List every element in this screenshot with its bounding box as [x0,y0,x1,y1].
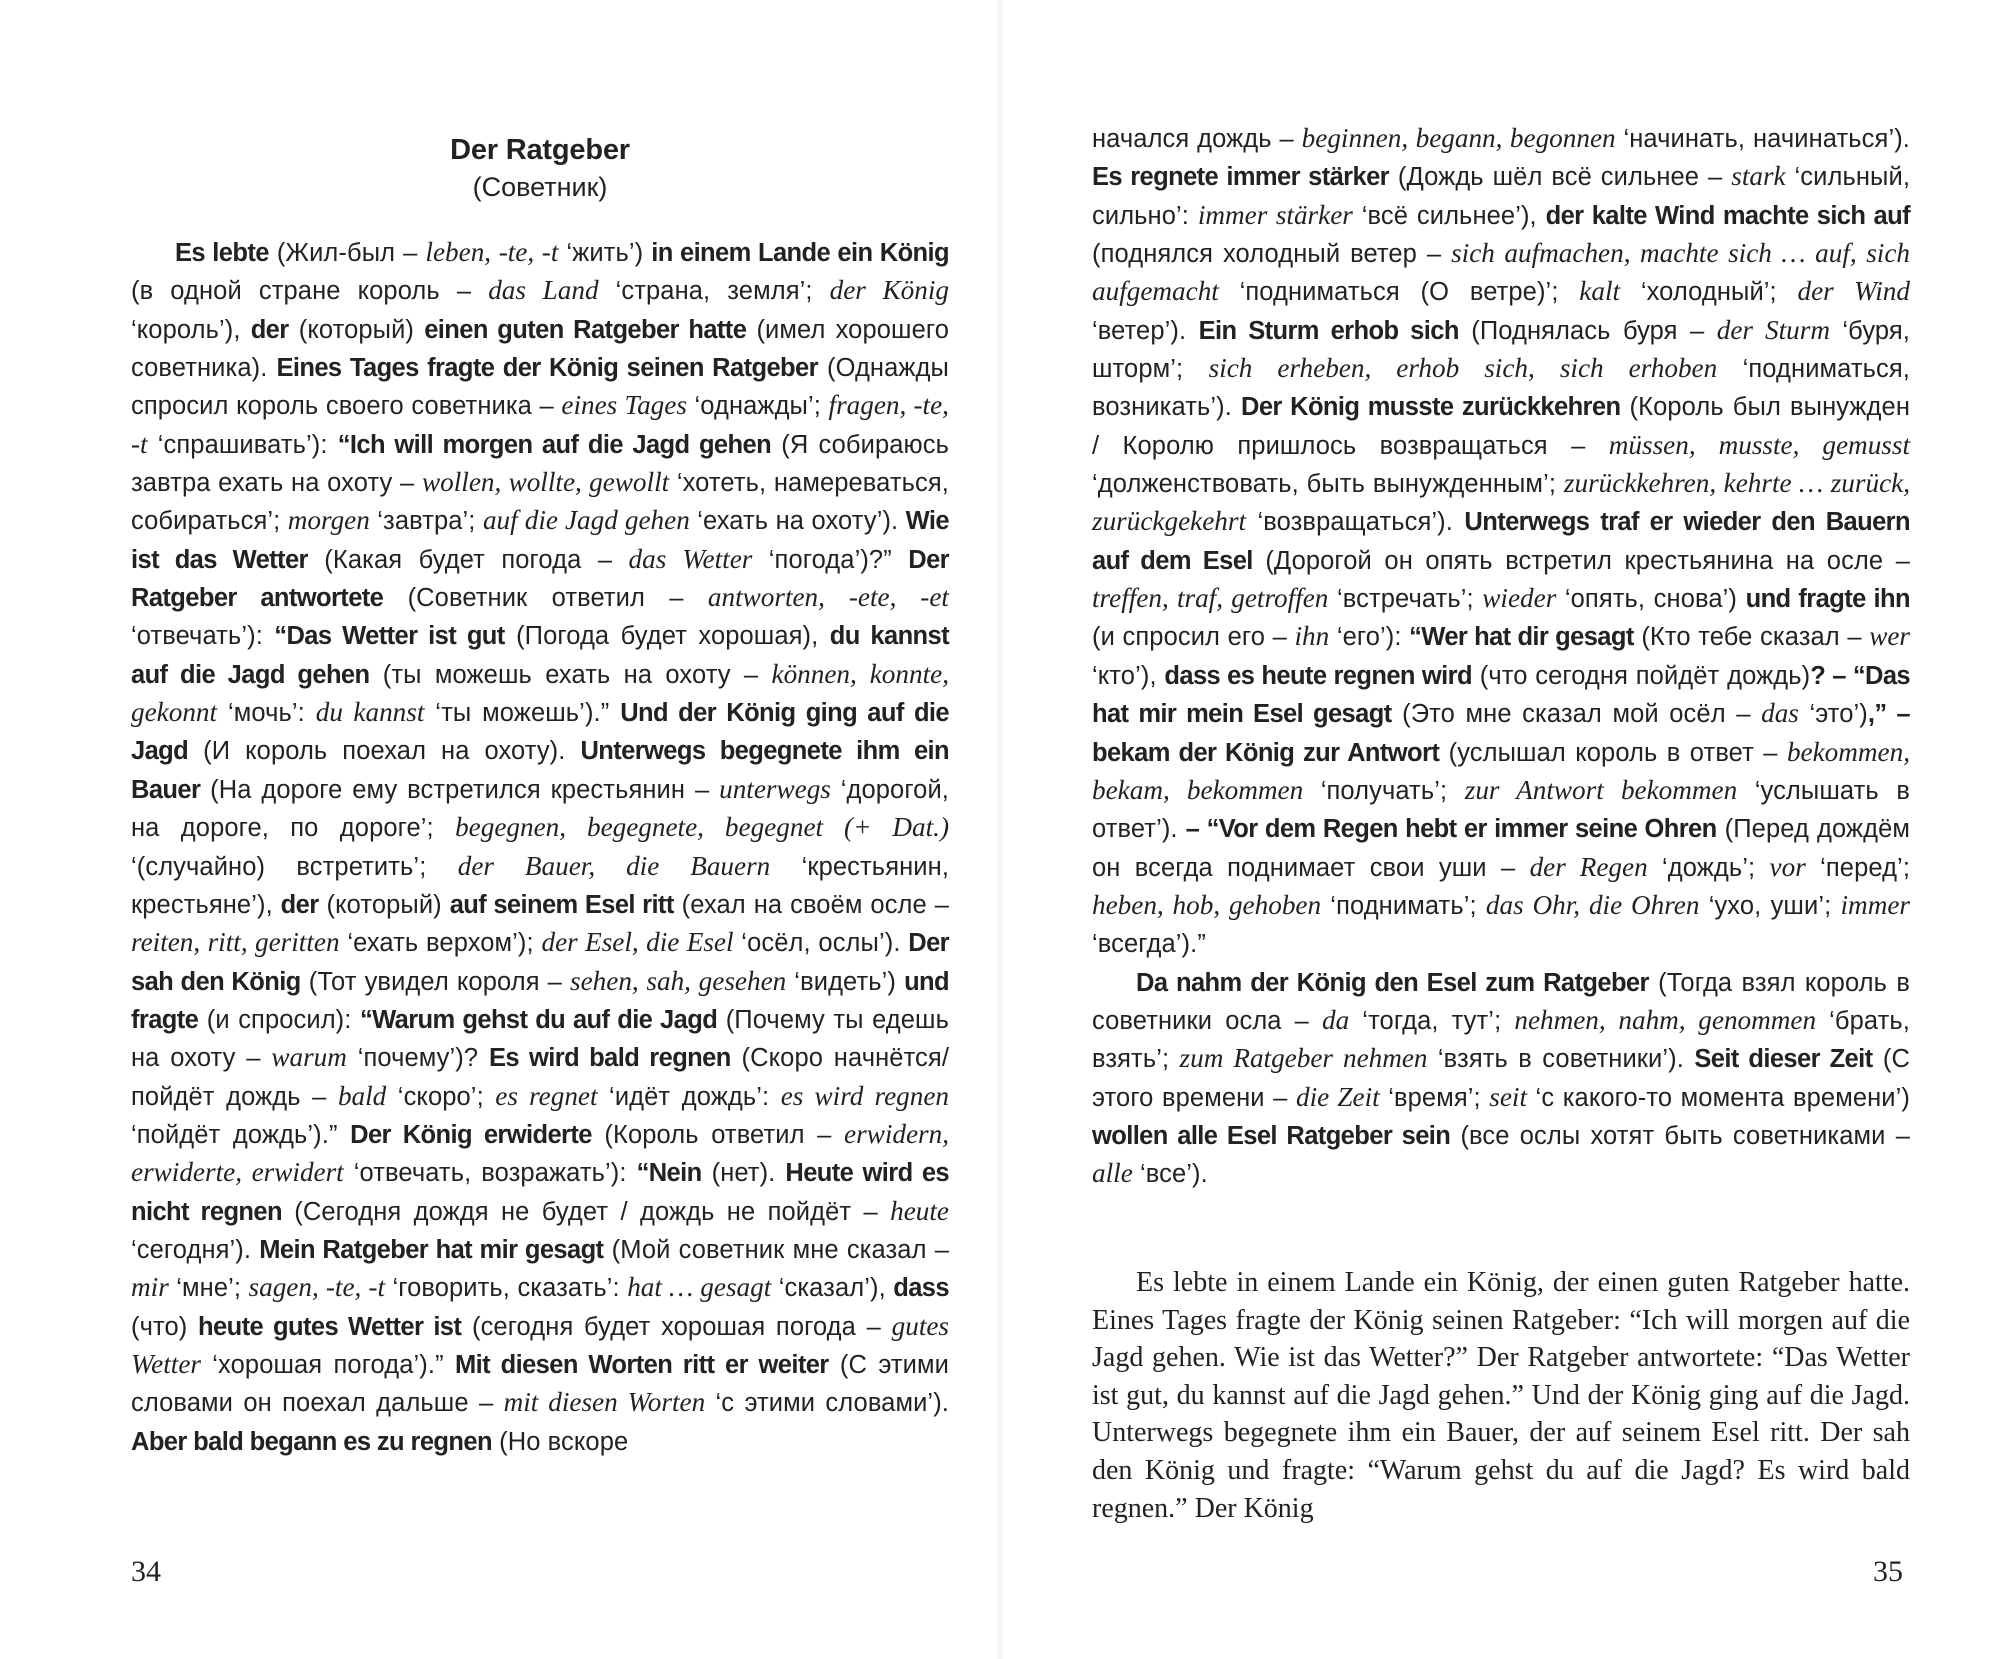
translation-text: ‘время’; [1379,1083,1490,1112]
translation-text: (имел хорошего советника). [131,315,949,383]
german-phrase: in einem Lande ein König [651,239,949,267]
translation-text: ‘однажды’; [686,392,829,421]
translation-text: ‘получать’; [1303,776,1465,805]
gloss-word: sagen, -te, -t [248,1272,385,1303]
gloss-word: immer stärker [1197,199,1353,230]
translation-text: (нет). [701,1159,786,1188]
gloss-word: kalt [1579,276,1621,307]
german-phrase: Eines Tages fragte der König seinen Ratgeber [276,354,818,383]
page-number-left: 34 [131,1555,161,1588]
translation-text: ‘видеть’) [786,967,905,996]
translation-text: (Это мне сказал мой осёл – [1391,700,1762,729]
gloss-word: es regnet [495,1080,598,1111]
left-paragraph [131,234,949,1461]
translation-text: начался дождь – [1092,125,1302,153]
german-phrase: dass es heute regnen wird [1164,661,1472,690]
translation-text: (что сегодня пойдёт дождь) [1471,661,1811,690]
gloss-word: beginnen, begann, begonnen [1301,123,1616,153]
translation-text: ‘всегда’).” [1092,930,1206,959]
german-phrase: heute gutes Wetter ist [198,1312,462,1341]
translation-text: ‘всё сильнее’), [1352,201,1546,230]
gloss-word: da [1322,1004,1350,1035]
german-phrase: “Nein [636,1159,702,1188]
translation-text: (Перед дождём он всегда поднимает свои уши – [1092,815,1910,882]
translation-text: ‘король’), [131,315,251,344]
translation-text: (И король поехал на охоту). [188,737,581,766]
translation-text: (Король ответил – [591,1120,845,1149]
translation-text: ‘жить’) [558,239,652,267]
translation-text: (Погода будет хорошая), [504,622,830,651]
translation-text: (Мой советник мне сказал – [603,1235,949,1264]
translation-text: ‘его’): [1329,623,1410,652]
gloss-word: antworten, -ete, -et [707,582,949,613]
gloss-word: leben, -te, -t [425,237,559,267]
german-phrase: Aber bald begann es zu regnen [131,1427,492,1456]
translation-text: ‘опять, снова’) [1556,585,1746,614]
german-phrase: Unterwegs begegnete ihm ein Bauer [131,737,949,804]
gloss-word: der Bauer, die Bauern [457,850,771,881]
translation-text: (Дорогой он опять встретил крестьянина на осле – [1252,546,1910,575]
german-phrase: “Das Wetter ist gut [274,622,505,651]
translation-text: (Кто тебе сказал – [1633,623,1870,652]
translation-text: ‘начинать, начинаться’). [1615,125,1910,153]
translation-text: (услышал король в ответ – [1439,738,1787,767]
translation-text: (в одной стране король – [131,277,489,306]
translation-text: ‘дождь’; [1647,853,1770,882]
translation-text: ‘мне’; [168,1274,249,1303]
right-paragraph-1 [1092,120,1910,964]
translation-text: ‘холодный’; [1620,278,1798,307]
translation-text: (Дождь шёл всё сильнее – [1389,163,1732,192]
gloss-word: wollen, wollte, gewollt [422,467,670,498]
german-phrase: einen guten Ratgeber hatte [424,315,747,344]
translation-text: ‘перед’; [1805,853,1911,882]
gloss-word: mit diesen Worten [503,1387,706,1418]
gloss-word: das Wetter [628,543,753,574]
translation-text: (Тот увидел короля – [300,967,571,996]
gloss-word: die Zeit [1296,1081,1380,1112]
german-phrase: Seit dieser Zeit [1694,1045,1873,1074]
translation-text: (Однажды спросил король своего советника – [131,354,949,421]
gloss-word: morgen [287,505,370,536]
gloss-word: nehmen, nahm, genommen [1514,1004,1817,1035]
translation-text: ‘с какого-то момента времени’) [1527,1083,1911,1112]
right-annotated-text [1092,120,1910,1194]
gloss-word: warum [271,1042,347,1073]
translation-text: ‘хорошая погода’).” [200,1350,455,1379]
gloss-word: das Ohr, die Ohren [1485,889,1700,920]
translation-text: ‘мочь’: [217,699,316,728]
translation-text: ‘почему’)? [346,1044,489,1073]
german-phrase: Mit diesen Worten ritt er weiter [455,1350,829,1379]
translation-text: (Поднялась буря – [1458,316,1717,345]
gloss-word: das Land [488,275,599,306]
translation-text: ‘кто’), [1092,661,1165,690]
german-phrase: auf seinem Esel ritt [449,890,674,919]
gloss-word: begegnen, begegnete, begegnet (+ Dat.) [455,812,949,843]
translation-text: (поднялся холодный ветер – [1092,240,1452,269]
gloss-word: alle [1092,1158,1133,1189]
german-phrase: Der König erwiderte [350,1120,592,1149]
title-german: Der Ratgeber [450,134,630,166]
german-phrase: Wie ist das Wetter [131,507,949,574]
translation-text: ‘ухо, уши’; [1699,891,1841,920]
translation-text: ‘это’) [1798,700,1868,729]
german-phrase: und fragte ihn [1745,585,1910,614]
translation-text: ‘ехать на охоту’). [689,507,906,536]
translation-text: (ехал на своём осле – [673,890,950,919]
gloss-word: mir [131,1272,169,1303]
translation-text: ‘говорить, сказать’: [385,1274,628,1303]
translation-text: (который) [288,315,425,344]
german-phrase: dass [893,1274,949,1303]
gloss-word: eines Tages [561,390,687,421]
gloss-word: immer [1840,889,1910,920]
translation-text: ‘ехать верхом’); [339,929,542,958]
translation-text: (С этого времени – [1092,1045,1910,1112]
translation-text: ‘сильный, сильно’: [1092,163,1910,230]
translation-text: (Я собираюсь завтра ехать на охоту – [131,430,950,498]
gloss-word: der Sturm [1716,314,1830,345]
translation-text: ‘сегодня’). [131,1235,260,1264]
german-phrase: Da nahm der König den Esel zum Ratgeber [1136,968,1649,997]
german-phrase: und fragte [131,967,950,1034]
gloss-word: unterwegs [719,773,831,804]
gloss-word: das [1761,698,1799,729]
translation-text: ‘завтра’; [369,507,483,536]
german-phrase: Heute wird es nicht regnen [131,1159,950,1226]
german-phrase: Der sah den König [131,929,950,996]
gloss-word: sich aufmachen, machte sich … auf, sich aufgemacht [1092,238,1910,307]
gloss-word: erwidern, erwiderte, erwidert [131,1118,950,1188]
gloss-word: können, konnte, gekonnt [131,658,949,728]
gloss-word: der Wind [1797,276,1910,307]
gloss-word: hat … gesagt [627,1272,772,1303]
translation-text: ‘отвечать, возражать’): [343,1159,637,1188]
translation-text: ‘(случайно) встретить’; [131,852,458,881]
translation-text: (который) [318,890,450,919]
translation-text: (Жил-был – [268,239,426,267]
german-phrase: ? – “Das hat mir mein Esel gesagt [1092,661,1910,729]
translation-text: ‘услышать в ответ’). [1092,776,1910,844]
translation-text: (Но вскоре [491,1427,629,1456]
translation-text: ‘взять в советники’). [1427,1045,1695,1074]
german-phrase: ,” – bekam der König zur Antwort [1092,700,1910,767]
german-phrase: – “Vor dem Regen hebt er immer seine Ohren [1185,815,1717,844]
page-number-right: 35 [1873,1555,1903,1588]
gloss-word: seit [1489,1081,1528,1112]
gloss-word: gutes Wetter [131,1310,950,1379]
translation-text: (ты можешь ехать на охоту – [369,660,772,689]
left-annotated-text [131,234,949,1461]
gloss-word: du kannst [315,697,425,728]
gloss-word: heute [890,1195,949,1226]
gloss-word: es wird regnen [780,1080,949,1111]
german-phrase: Ein Sturm erhob sich [1198,316,1459,345]
plain-text: Es lebte in einem Lande ein König, der einen guten Ratgeber hatte. Eines Tages fragte der König seinen Ratgeber: “Ich will morgen auf die Jagd gehen. Wie ist das Wetter?” Der Ratgeber antwortete: “Das Wetter ist gut, du kannst auf die Jagd gehen.” Und der König ging auf die Jagd. Unterwegs begegnete ihm ein Bauer, der auf seinem Esel ritt. Der sah den König und fragte: “Warum gehst du auf die Jagd? Es wird bald regnen.” Der König [1092,1267,1910,1524]
gloss-word: wer [1869,621,1910,652]
german-phrase: “Warum gehst du auf die Jagd [359,1005,718,1034]
translation-text: ‘с этими словами’). [705,1389,949,1418]
gloss-word: müssen, musste, gemusst [1608,429,1910,460]
translation-text: ‘встречать’; [1328,585,1483,614]
translation-text: ‘страна, земля’; [598,277,830,306]
translation-text: (все ослы хотят быть советниками – [1450,1121,1910,1150]
translation-text: (и спросил): [198,1005,360,1034]
german-phrase: der [250,315,289,344]
translation-text: ‘ты можешь’).” [424,699,621,728]
translation-text: ‘ветер’). [1092,316,1199,345]
gloss-word: stark [1731,161,1786,192]
chapter-title [131,132,949,206]
gloss-word: der Esel, die Esel [541,927,734,958]
translation-text: ‘тогда, тут’; [1349,1006,1515,1035]
gloss-word: der Regen [1529,851,1648,882]
gloss-word: zur Antwort bekommen [1464,774,1738,805]
gloss-word: treffen, traf, getroffen [1092,583,1329,614]
translation-text: ‘скоро’; [386,1082,496,1111]
translation-text: ‘хотеть, намереваться, собираться’; [131,469,949,536]
translation-text: ‘долженствовать, быть вынужденным’; [1092,470,1564,499]
gloss-word: zurückkehren, kehrte … zurück, zurückgekehrt [1092,468,1911,537]
translation-text: ‘погода’)?” [752,545,909,574]
title-russian: (Советник) [472,172,608,202]
german-phrase: “Wer hat dir gesagt [1409,623,1634,652]
german-phrase: Unterwegs traf er wieder den Bauern auf dem Esel [1092,508,1910,575]
translation-text: ‘осёл, ослы’). [733,929,909,958]
translation-text: ‘идёт дождь’: [597,1082,781,1111]
german-phrase: der [280,890,319,919]
translation-text: (Скоро начнётся/пойдёт дождь – [131,1044,950,1111]
translation-text: (Советник ответил – [383,584,708,613]
gloss-word: fragen, -te, -t [131,390,949,459]
gloss-word: ihn [1294,621,1330,652]
translation-text: (Тогда взял король в советники осла – [1092,968,1910,1035]
translation-text: ‘буря, шторм’; [1092,316,1910,384]
translation-text: ‘сказал’), [771,1274,894,1303]
translation-text: (На дороге ему встретился крестьянин – [200,775,720,804]
gloss-word: auf die Jagd gehen [482,505,690,536]
right-paragraph-2 [1092,964,1910,1194]
german-phrase: Es wird bald regnen [488,1044,731,1073]
translation-text: ‘пойдёт дождь’).” [131,1120,351,1149]
gloss-word: wieder [1482,583,1557,614]
german-phrase: “Ich will morgen auf die Jagd gehen [337,430,772,459]
german-phrase: Es lebte [175,239,269,267]
gloss-word: heben, hob, gehoben [1092,889,1322,920]
gloss-word: sich erheben, erhob sich, sich erhoben [1208,353,1718,384]
german-phrase: Der König musste zurückkehren [1241,393,1621,422]
german-phrase: du kannst auf die Jagd gehen [131,622,950,689]
translation-text: ‘отвечать’): [131,622,275,651]
translation-text: (С этими словами он поехал дальше – [131,1350,950,1418]
gloss-word: reiten, ritt, geritten [131,927,340,958]
translation-text: (Сегодня дождя не будет / дождь не пойдёт – [281,1197,891,1226]
translation-text: ‘подниматься, возникать’). [1092,355,1910,422]
german-phrase: wollen alle Esel Ratgeber sein [1092,1121,1451,1150]
translation-text: ‘дорогой, на дороге, по дороге’; [131,775,949,843]
gloss-word: zum Ratgeber nehmen [1179,1043,1428,1074]
translation-text: (Почему ты едешь на охоту – [131,1005,950,1073]
gloss-word: sehen, sah, gesehen [570,965,787,996]
gloss-word: bald [337,1080,387,1111]
translation-text: ‘брать, взять’; [1092,1006,1910,1074]
translation-text: ‘поднимать’; [1321,891,1486,920]
translation-text: ‘все’). [1132,1160,1208,1189]
gloss-word: der König [829,275,950,306]
translation-text: (что) [131,1312,199,1341]
german-phrase: Und der König ging auf die Jagd [131,699,949,766]
gloss-word: bekommen, bekam, bekommen [1092,736,1910,805]
translation-text: ‘спрашивать’): [147,430,338,459]
translation-text: (Король был вынужден / Королю пришлось возвращаться – [1092,393,1911,460]
translation-text: ‘крестьянин, крестьяне’), [131,852,949,919]
translation-text: (сегодня будет хорошая погода – [461,1312,892,1341]
gloss-word: vor [1769,851,1806,882]
translation-text: ‘подниматься (О ветре)’; [1218,278,1580,307]
translation-text: (Какая будет погода – [307,545,629,574]
translation-text: (и спросил его – [1092,623,1295,652]
german-phrase: Es regnete immer stärker [1092,163,1389,192]
german-phrase: der kalte Wind machte sich auf [1545,201,1910,230]
german-phrase: Mein Ratgeber hat mir gesagt [259,1235,604,1264]
german-phrase: Der Ratgeber antwortete [131,545,949,613]
translation-text: ‘возвращаться’). [1246,508,1465,537]
